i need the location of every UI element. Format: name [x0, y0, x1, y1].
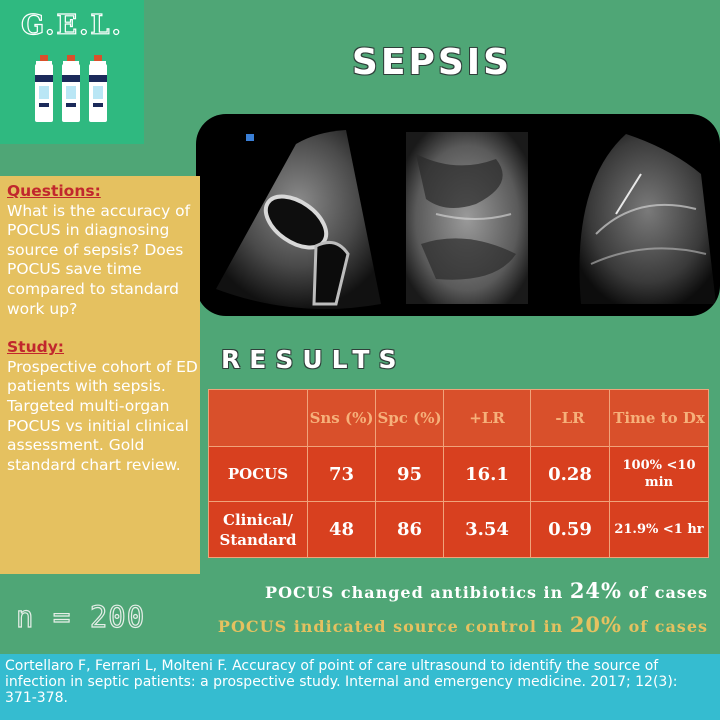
- ultrasound-image-soft-tissue: [579, 134, 716, 304]
- column-header: -LR: [531, 390, 610, 447]
- results-title: RESULTS: [221, 345, 406, 374]
- study-text: Prospective cohort of ED patients with sepsis. Targeted multi-organ POCUS vs initial clinical assessment. Gold standard chart review.: [7, 357, 198, 474]
- results-table: [208, 389, 709, 558]
- source-control-note: POCUS indicated source control in 20% of cases: [217, 612, 708, 637]
- table-cell: 0.28: [531, 447, 610, 502]
- page-title: SEPSIS: [351, 42, 513, 83]
- table-cell: 100% <10 min: [610, 447, 709, 502]
- column-header: Sns (%): [308, 390, 376, 447]
- study-heading: Study:: [7, 338, 65, 357]
- sidebar-summary: [0, 176, 200, 574]
- table-cell: 16.1: [444, 447, 531, 502]
- table-cell: 95: [376, 447, 444, 502]
- table-cell: 73: [308, 447, 376, 502]
- questions-heading: Questions:: [7, 182, 101, 200]
- column-header: +LR: [444, 390, 531, 447]
- table-cell: 86: [376, 502, 444, 558]
- source-control-percent: 20%: [569, 612, 622, 637]
- questions-text: What is the accuracy of POCUS in diagnosing source of sepsis? Does POCUS save time compared to standard work up?: [7, 201, 191, 318]
- ultrasound-images: [196, 114, 720, 316]
- table-cell: 48: [308, 502, 376, 558]
- table-header-row: [209, 390, 709, 447]
- sample-size: n = 200: [16, 600, 146, 634]
- table-cell: 3.54: [444, 502, 531, 558]
- table-cell: 21.9% <1 hr: [610, 502, 709, 558]
- antibiotics-note: POCUS changed antibiotics in 24% of cases: [265, 578, 708, 603]
- column-header: [209, 390, 308, 447]
- row-label: POCUS: [209, 447, 308, 502]
- row-label: Clinical/ Standard: [209, 502, 308, 558]
- ultrasound-images-panel: [196, 114, 720, 316]
- table-row: [209, 502, 709, 558]
- ultrasound-image-gallbladder: [216, 130, 381, 309]
- table-row: [209, 447, 709, 502]
- logo-text: G.E.L.: [21, 10, 123, 41]
- antibiotics-percent: 24%: [569, 578, 622, 603]
- column-header: Time to Dx: [610, 390, 709, 447]
- column-header: Spc (%): [376, 390, 444, 447]
- table-cell: 0.59: [531, 502, 610, 558]
- ultrasound-image-bowel: [406, 132, 528, 304]
- citation: Cortellaro F, Ferrari L, Molteni F. Accuracy of point of care ultrasound to identify the source of infection in septic patients: a prospective study. Internal and emergency medicine. 2017; 12(3): 371-378.: [0, 654, 720, 720]
